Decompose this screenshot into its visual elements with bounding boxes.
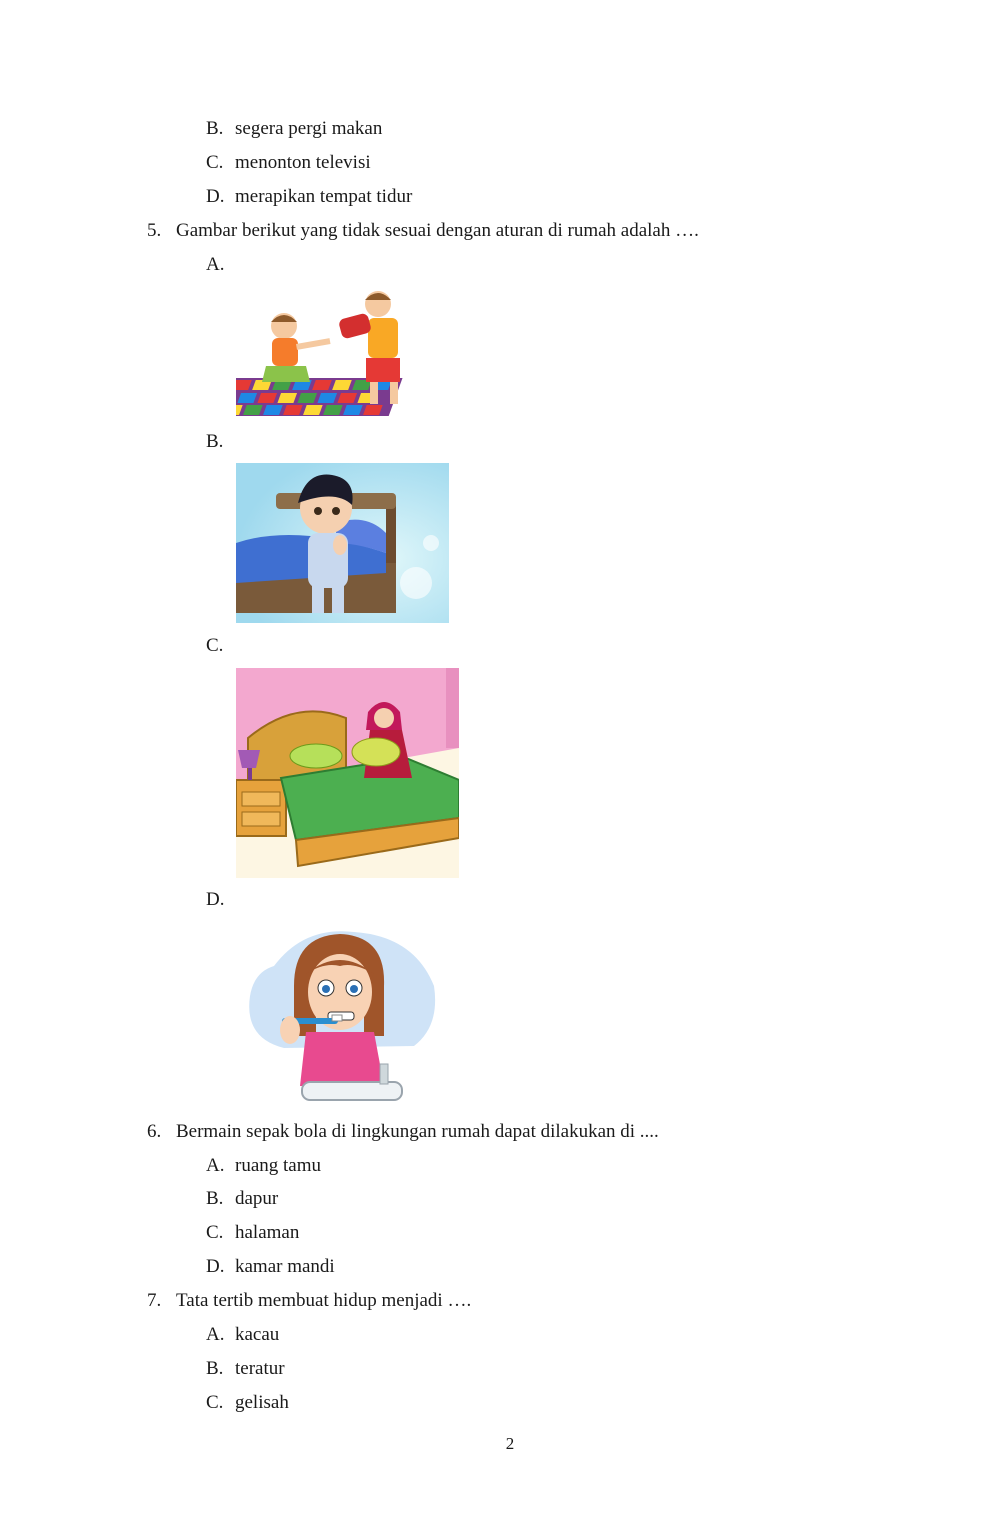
option-text: kacau	[235, 1324, 280, 1345]
option-text: dapur	[235, 1188, 279, 1209]
option-letter: D.	[206, 186, 225, 207]
option-c	[206, 152, 371, 174]
option-letter: C.	[206, 1392, 224, 1413]
page-number: 2	[505, 1434, 515, 1453]
option-b	[206, 118, 382, 140]
option-letter: A.	[206, 1155, 225, 1176]
option-text: merapikan tempat tidur	[235, 186, 413, 207]
option-letter: B.	[206, 1188, 224, 1209]
option-text: gelisah	[235, 1392, 289, 1413]
option-letter: D.	[206, 1256, 225, 1277]
option-text: kamar mandi	[235, 1256, 335, 1277]
option-c	[206, 1222, 299, 1244]
question-text: Tata tertib membuat hidup menjadi ….	[176, 1290, 472, 1311]
option-letter: B.	[206, 118, 224, 139]
option-letter: C.	[206, 152, 224, 173]
girl-making-bed-image	[236, 668, 459, 878]
question-6	[147, 1121, 659, 1143]
option-d-label: D.	[206, 889, 225, 910]
girl-brushing-teeth-illustration	[244, 926, 440, 1104]
option-a	[206, 1324, 279, 1346]
option-a	[206, 1155, 321, 1177]
girl-brushing-teeth-image	[244, 926, 440, 1104]
question-7	[147, 1290, 471, 1312]
option-text: segera pergi makan	[235, 118, 383, 139]
question-number: 7.	[147, 1290, 162, 1311]
question-text: Bermain sepak bola di lingkungan rumah dapat dilakukan di ....	[176, 1121, 659, 1142]
option-text: ruang tamu	[235, 1155, 322, 1176]
option-a-label: A.	[206, 254, 225, 275]
option-text: menonton televisi	[235, 152, 371, 173]
boys-fighting-illustration	[236, 286, 440, 418]
option-d	[206, 186, 412, 208]
option-c	[206, 1392, 289, 1414]
option-b-label: B.	[206, 431, 224, 452]
option-b	[206, 1188, 278, 1210]
question-text: Gambar berikut yang tidak sesuai dengan aturan di rumah adalah ….	[176, 220, 699, 241]
boys-fighting-image	[236, 286, 440, 418]
option-text: teratur	[235, 1358, 285, 1379]
option-letter: B.	[206, 1358, 224, 1379]
option-c-label: C.	[206, 635, 224, 656]
boy-praying-illustration	[236, 463, 449, 623]
option-letter: C.	[206, 1222, 224, 1243]
option-letter: A.	[206, 1324, 225, 1345]
girl-making-bed-illustration	[236, 668, 459, 878]
question-number: 5.	[147, 220, 162, 241]
option-b	[206, 1358, 285, 1380]
option-text: halaman	[235, 1222, 300, 1243]
question-number: 6.	[147, 1121, 162, 1142]
boy-praying-image	[236, 463, 449, 623]
option-d	[206, 1256, 335, 1278]
question-5	[147, 220, 699, 242]
